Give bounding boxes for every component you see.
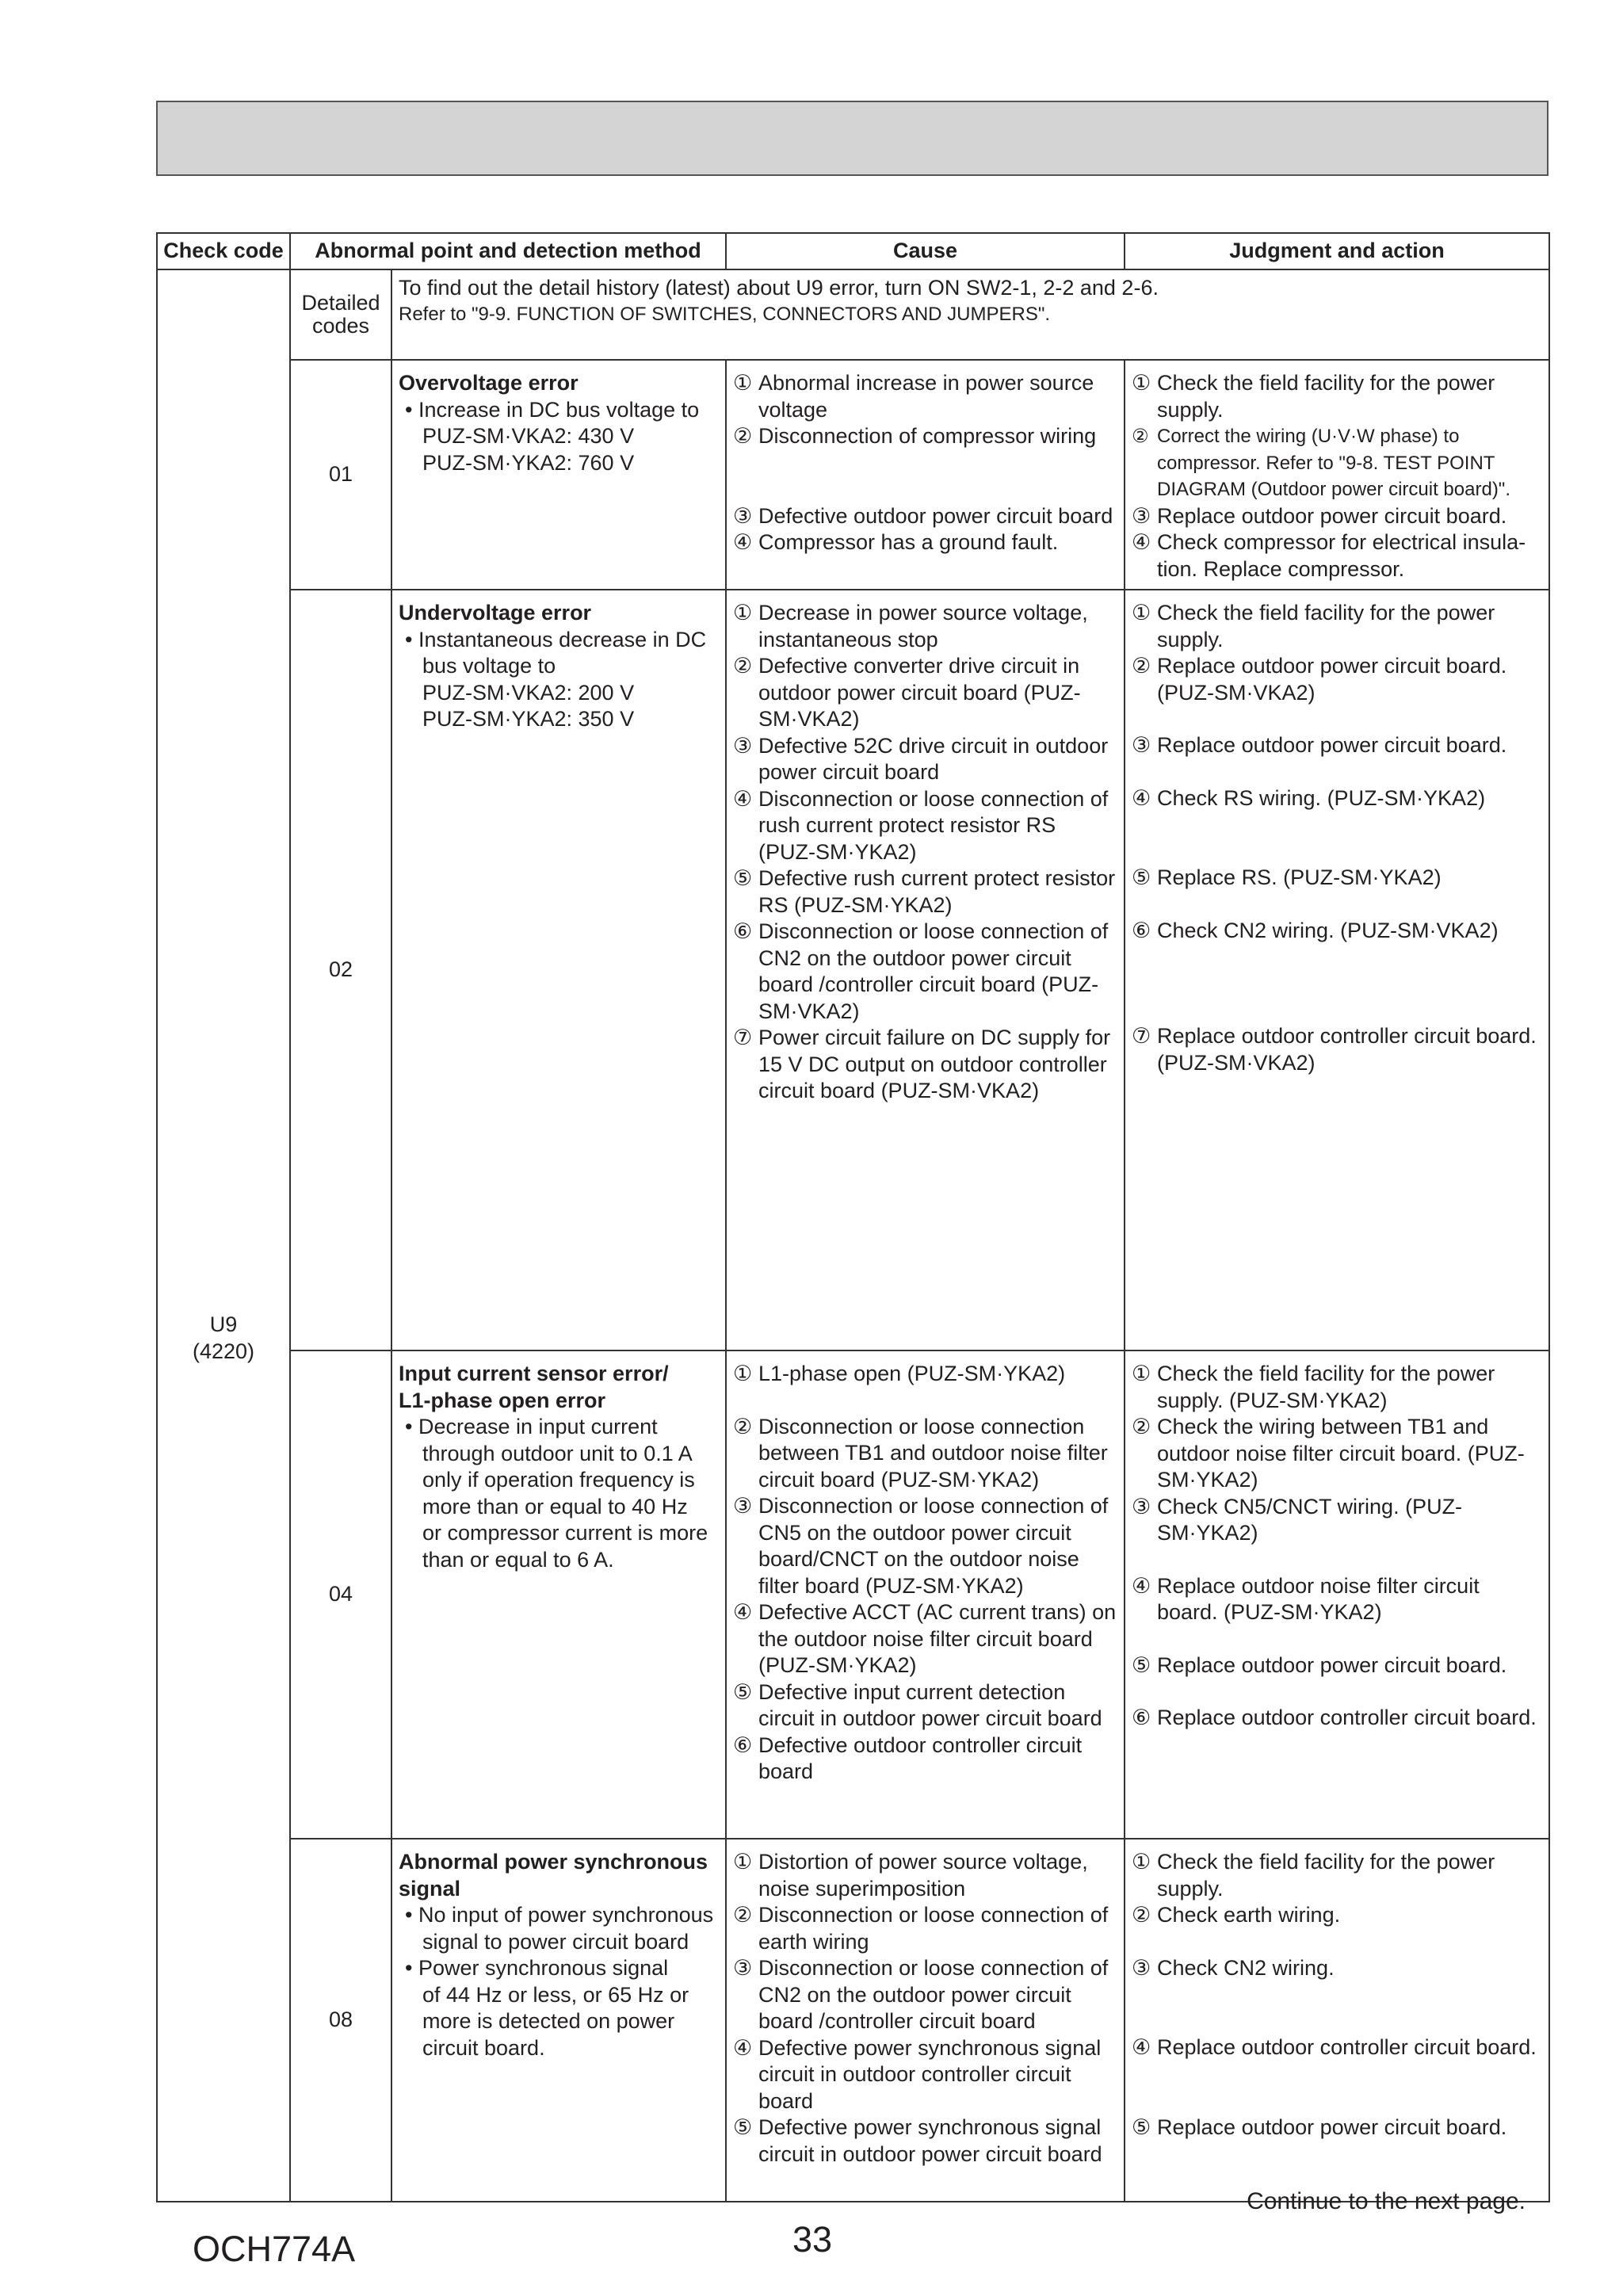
action-item xyxy=(1132,1023,1542,1076)
check-code-number: (4220) xyxy=(192,1339,255,1363)
cause-text: Power circuit failure on DC supply for 15 V DC output on outdoor controller circuit board (PUZ-SM·VKA2) xyxy=(758,1026,1111,1102)
cause-item xyxy=(733,1679,1117,1733)
action-item xyxy=(1132,732,1542,759)
cause-text: Defective 52C drive circuit in outdoor power circuit board xyxy=(758,733,1109,784)
action-item xyxy=(1132,1652,1542,1679)
action-item xyxy=(1132,1705,1542,1732)
detail-line: only if operation frequency is xyxy=(422,1468,695,1492)
cause-text: Defective ACCT (AC current trans) on the outdoor noise filter circuit board (PUZ-SM·YKA2) xyxy=(758,1600,1117,1677)
cause-text: Abnormal increase in power source voltage xyxy=(758,371,1094,422)
action-marker: ① xyxy=(1132,1850,1151,1874)
action-text: Replace outdoor power circuit board. xyxy=(1157,2115,1507,2139)
detail-line: more than or equal to 40 Hz xyxy=(422,1494,688,1519)
detail-code-08: 08 xyxy=(290,1839,391,2202)
action-cell xyxy=(1125,1839,1549,2202)
cause-text: Disconnection or loose connection of CN2 on the outdoor power circuit board /controller circuit board (PUZ-SM·VKA2) xyxy=(758,919,1109,1023)
action-text: Replace outdoor power circuit board. (PUZ-SM·VKA2) xyxy=(1157,654,1507,705)
cause-cell xyxy=(726,590,1125,1350)
cause-item xyxy=(733,733,1117,786)
action-item xyxy=(1132,423,1542,503)
action-marker: ③ xyxy=(1132,1955,1151,1980)
cause-item xyxy=(733,1599,1117,1679)
section-header-band xyxy=(156,101,1549,176)
cause-text: Defective input current detection circuit in outdoor power circuit board xyxy=(758,1679,1102,1730)
cause-item xyxy=(733,653,1117,733)
action-item xyxy=(1132,2115,1542,2141)
cause-text: Defective outdoor power circuit board xyxy=(758,503,1113,528)
action-marker: ① xyxy=(1132,601,1151,625)
cause-item xyxy=(733,1361,1117,1388)
cause-marker: ③ xyxy=(733,1956,753,1980)
detail-line: • Instantaneous decrease in DC xyxy=(405,627,707,651)
action-text: Replace outdoor noise filter circuit board. (PUZ-SM·YKA2) xyxy=(1157,1573,1480,1624)
header-judgment: Judgment and action xyxy=(1125,233,1549,269)
action-text: Check the field facility for the power supply. xyxy=(1157,1850,1495,1901)
action-item xyxy=(1132,1361,1542,1414)
cause-text: Distortion of power source voltage, noise superimposition xyxy=(758,1850,1088,1901)
detail-line: • Decrease in input current xyxy=(405,1415,658,1438)
cause-marker: ③ xyxy=(733,503,753,528)
action-text: Correct the wiring (U·V·W phase) to compressor. Refer to "9-8. TEST POINT DIAGRAM (Outdoor power circuit board)". xyxy=(1157,426,1510,500)
action-text: Check CN2 wiring. (PUZ-SM·VKA2) xyxy=(1157,918,1499,942)
action-item xyxy=(1132,918,1542,945)
action-item xyxy=(1132,1955,1542,1982)
error-title-line2: signal xyxy=(399,1876,461,1901)
cause-marker: ② xyxy=(733,1903,753,1927)
action-marker: ③ xyxy=(1132,503,1151,528)
action-marker: ④ xyxy=(1132,530,1151,554)
table-row xyxy=(157,590,1549,1350)
cause-text: Defective power synchronous signal circuit in outdoor power circuit board xyxy=(758,2115,1102,2166)
action-cell xyxy=(1125,1350,1549,1839)
cause-item xyxy=(733,370,1117,423)
cause-marker: ④ xyxy=(733,786,753,811)
detail-code-01: 01 xyxy=(290,360,391,590)
document-code: OCH774A xyxy=(193,2229,356,2269)
cause-item xyxy=(733,529,1117,556)
cause-marker: ① xyxy=(733,1362,753,1385)
cause-marker: ③ xyxy=(733,1494,753,1518)
cause-item xyxy=(733,2115,1117,2168)
troubleshooting-table xyxy=(156,232,1550,2202)
action-marker: ② xyxy=(1132,1415,1151,1438)
action-text: Check CN2 wiring. xyxy=(1157,1955,1335,1980)
cause-text: Disconnection or loose connection of CN2 on the outdoor power circuit board /controller circuit board xyxy=(758,1956,1109,2033)
action-item xyxy=(1132,865,1542,892)
table-row xyxy=(157,360,1549,590)
action-text: Replace outdoor controller circuit board. (PUZ-SM·VKA2) xyxy=(1157,1024,1537,1075)
action-item xyxy=(1132,1573,1542,1626)
detail-line: • Increase in DC bus voltage to xyxy=(405,397,700,422)
cause-marker: ③ xyxy=(733,733,753,758)
check-code: U9 xyxy=(209,1312,238,1336)
cause-marker: ① xyxy=(733,1850,753,1874)
detail-line: or compressor current is more xyxy=(422,1521,708,1545)
action-marker: ① xyxy=(1132,371,1151,395)
action-marker: ⑥ xyxy=(1132,1706,1151,1729)
table-header-row xyxy=(157,233,1549,269)
action-text: Replace outdoor controller circuit board. xyxy=(1157,1706,1537,1729)
action-item xyxy=(1132,503,1542,530)
error-title-line2: L1-phase open error xyxy=(399,1388,606,1412)
cause-item xyxy=(733,865,1117,919)
cause-marker: ⑤ xyxy=(733,1679,753,1704)
cause-marker: ⑥ xyxy=(733,1733,753,1757)
action-item xyxy=(1132,1849,1542,1902)
cause-cell xyxy=(726,1350,1125,1839)
cause-text: Defective power synchronous signal circuit in outdoor controller circuit board xyxy=(758,2035,1102,2113)
cause-item xyxy=(733,786,1117,866)
cause-item xyxy=(733,1733,1117,1786)
cause-text: L1-phase open (PUZ-SM·YKA2) xyxy=(758,1362,1066,1385)
cause-marker: ② xyxy=(733,424,753,448)
action-text: Check RS wiring. (PUZ-SM·YKA2) xyxy=(1157,785,1486,810)
error-title: Undervoltage error xyxy=(399,601,592,625)
header-cause: Cause xyxy=(726,233,1125,269)
action-text: Replace RS. (PUZ-SM·YKA2) xyxy=(1157,865,1442,889)
detail-line: • No input of power synchronous xyxy=(405,1903,714,1927)
cause-text: Disconnection or loose connection of CN5 on the outdoor power circuit board/CNCT on the outdoor noise filter board (PUZ-SM·YKA2) xyxy=(758,1494,1109,1598)
cause-text: Defective outdoor controller circuit board xyxy=(758,1733,1083,1783)
action-item xyxy=(1132,370,1542,423)
action-item xyxy=(1132,1494,1542,1547)
action-cell xyxy=(1125,590,1549,1350)
cause-item xyxy=(733,919,1117,1025)
detail-line: PUZ-SM·YKA2: 350 V xyxy=(422,707,635,731)
cause-text: Disconnection or loose connection between TB1 and outdoor noise filter circuit board (PUZ-SM·YKA2) xyxy=(758,1414,1108,1492)
action-item xyxy=(1132,2034,1542,2061)
page-number: 33 xyxy=(792,2219,833,2260)
cause-item xyxy=(733,1902,1117,1955)
action-item xyxy=(1132,785,1542,812)
header-abnormal-point: Abnormal point and detection method xyxy=(290,233,726,269)
action-marker: ⑦ xyxy=(1132,1024,1151,1048)
cause-text: Defective rush current protect resistor RS (PUZ-SM·YKA2) xyxy=(758,866,1116,917)
cause-item xyxy=(733,1849,1117,1902)
cause-text: Decrease in power source voltage, instantaneous stop xyxy=(758,601,1088,651)
cause-item xyxy=(733,423,1117,450)
cause-item xyxy=(733,1025,1117,1105)
action-marker: ② xyxy=(1132,426,1149,447)
action-marker: ⑤ xyxy=(1132,865,1151,889)
action-marker: ② xyxy=(1132,654,1151,678)
action-text: Replace outdoor power circuit board. xyxy=(1157,1652,1507,1677)
detailed-codes-label xyxy=(290,269,391,360)
detailed-line1: To find out the detail history (latest) about U9 error, turn ON SW2-1, 2-2 and 2-6. xyxy=(399,276,1159,300)
action-text: Replace outdoor controller circuit board. xyxy=(1157,2035,1537,2059)
error-title: Abnormal power synchronous xyxy=(399,1850,708,1874)
cause-text: Defective converter drive circuit in outdoor power circuit board (PUZ-SM·VKA2) xyxy=(758,654,1081,731)
detailed-label-line2: codes xyxy=(311,314,370,338)
cause-marker: ④ xyxy=(733,1600,753,1624)
cause-marker: ⑥ xyxy=(733,919,753,943)
action-text: Check the field facility for the power supply. xyxy=(1157,371,1495,422)
abnormal-point-cell xyxy=(391,1839,726,2202)
action-marker: ④ xyxy=(1132,2035,1151,2059)
detail-line: than or equal to 6 A. xyxy=(422,1547,614,1572)
action-text: Check the field facility for the power supply. xyxy=(1157,601,1495,651)
abnormal-point-cell xyxy=(391,360,726,590)
error-title: Input current sensor error/ xyxy=(399,1362,669,1385)
detailed-codes-row xyxy=(157,269,1549,360)
header-check-code: Check code xyxy=(157,233,290,269)
action-text: Check the field facility for the power supply. (PUZ-SM·YKA2) xyxy=(1157,1362,1495,1412)
abnormal-point-cell xyxy=(391,590,726,1350)
cause-marker: ④ xyxy=(733,530,753,554)
cause-marker: ① xyxy=(733,371,753,395)
action-text: Check the wiring between TB1 and outdoor noise filter circuit board. (PUZ-SM·YKA2) xyxy=(1157,1415,1525,1492)
action-text: Check earth wiring. xyxy=(1157,1903,1341,1927)
action-item xyxy=(1132,1414,1542,1494)
table-row xyxy=(157,1350,1549,1839)
detailed-codes-description xyxy=(391,269,1549,360)
detail-line: signal to power circuit board xyxy=(422,1929,689,1954)
cause-item xyxy=(733,503,1117,530)
detail-line: bus voltage to xyxy=(422,654,556,678)
cause-marker: ② xyxy=(733,1414,753,1438)
action-marker: ④ xyxy=(1132,1573,1151,1598)
cause-text: Disconnection or loose connection of rush current protect resistor RS (PUZ-SM·YKA2) xyxy=(758,786,1109,864)
cause-item xyxy=(733,1955,1117,2035)
action-marker: ⑤ xyxy=(1132,1652,1151,1677)
action-text: Replace outdoor power circuit board. xyxy=(1157,503,1507,528)
detail-line: of 44 Hz or less, or 65 Hz or xyxy=(422,1982,689,2007)
action-marker: ① xyxy=(1132,1362,1151,1385)
cause-marker: ⑦ xyxy=(733,1026,753,1049)
cause-marker: ② xyxy=(733,654,753,678)
detail-line: PUZ-SM·YKA2: 760 V xyxy=(422,450,635,475)
cause-marker: ⑤ xyxy=(733,866,753,890)
action-marker: ⑤ xyxy=(1132,2115,1151,2139)
detailed-label-line1: Detailed xyxy=(301,291,380,315)
action-item xyxy=(1132,529,1542,583)
cause-text: Disconnection of compressor wiring xyxy=(758,424,1097,448)
action-text: Check CN5/CNCT wiring. (PUZ-SM·YKA2) xyxy=(1157,1494,1463,1545)
abnormal-point-cell xyxy=(391,1350,726,1839)
continue-note: Continue to the next page. xyxy=(1247,2188,1526,2214)
table-row xyxy=(157,1839,1549,2202)
action-text: Replace outdoor power circuit board. xyxy=(1157,733,1507,757)
cause-text: Disconnection or loose connection of earth wiring xyxy=(758,1903,1109,1954)
detail-code-04: 04 xyxy=(290,1350,391,1839)
cause-marker: ④ xyxy=(733,2035,753,2060)
cause-cell xyxy=(726,1839,1125,2202)
detail-line: • Power synchronous signal xyxy=(405,1956,669,1980)
detail-line: circuit board. xyxy=(422,2035,545,2060)
action-marker: ③ xyxy=(1132,1494,1151,1519)
action-item xyxy=(1132,653,1542,706)
action-marker: ④ xyxy=(1132,785,1151,810)
detail-line: PUZ-SM·VKA2: 430 V xyxy=(422,424,635,448)
cause-text: Compressor has a ground fault. xyxy=(758,530,1059,554)
check-code-cell xyxy=(157,269,290,2202)
cause-item xyxy=(733,1493,1117,1599)
action-marker: ② xyxy=(1132,1903,1151,1927)
action-marker: ③ xyxy=(1132,733,1151,757)
cause-marker: ① xyxy=(733,601,753,625)
cause-item xyxy=(733,2035,1117,2115)
action-marker: ⑥ xyxy=(1132,918,1151,942)
action-text: Check compressor for electrical insula-tion. Replace compressor. xyxy=(1157,530,1526,581)
detail-line: more is detected on power xyxy=(422,2009,675,2033)
error-title: Overvoltage error xyxy=(399,371,579,395)
detail-line: through outdoor unit to 0.1 A xyxy=(422,1441,693,1465)
action-item xyxy=(1132,600,1542,653)
action-cell xyxy=(1125,360,1549,590)
cause-item xyxy=(733,1414,1117,1494)
action-item xyxy=(1132,1902,1542,1929)
detail-code-02: 02 xyxy=(290,590,391,1350)
cause-cell xyxy=(726,360,1125,590)
detail-line: PUZ-SM·VKA2: 200 V xyxy=(422,680,635,705)
detailed-line2: Refer to "9-9. FUNCTION OF SWITCHES, CONNECTORS AND JUMPERS". xyxy=(399,304,1051,325)
cause-item xyxy=(733,600,1117,653)
cause-marker: ⑤ xyxy=(733,2115,753,2139)
